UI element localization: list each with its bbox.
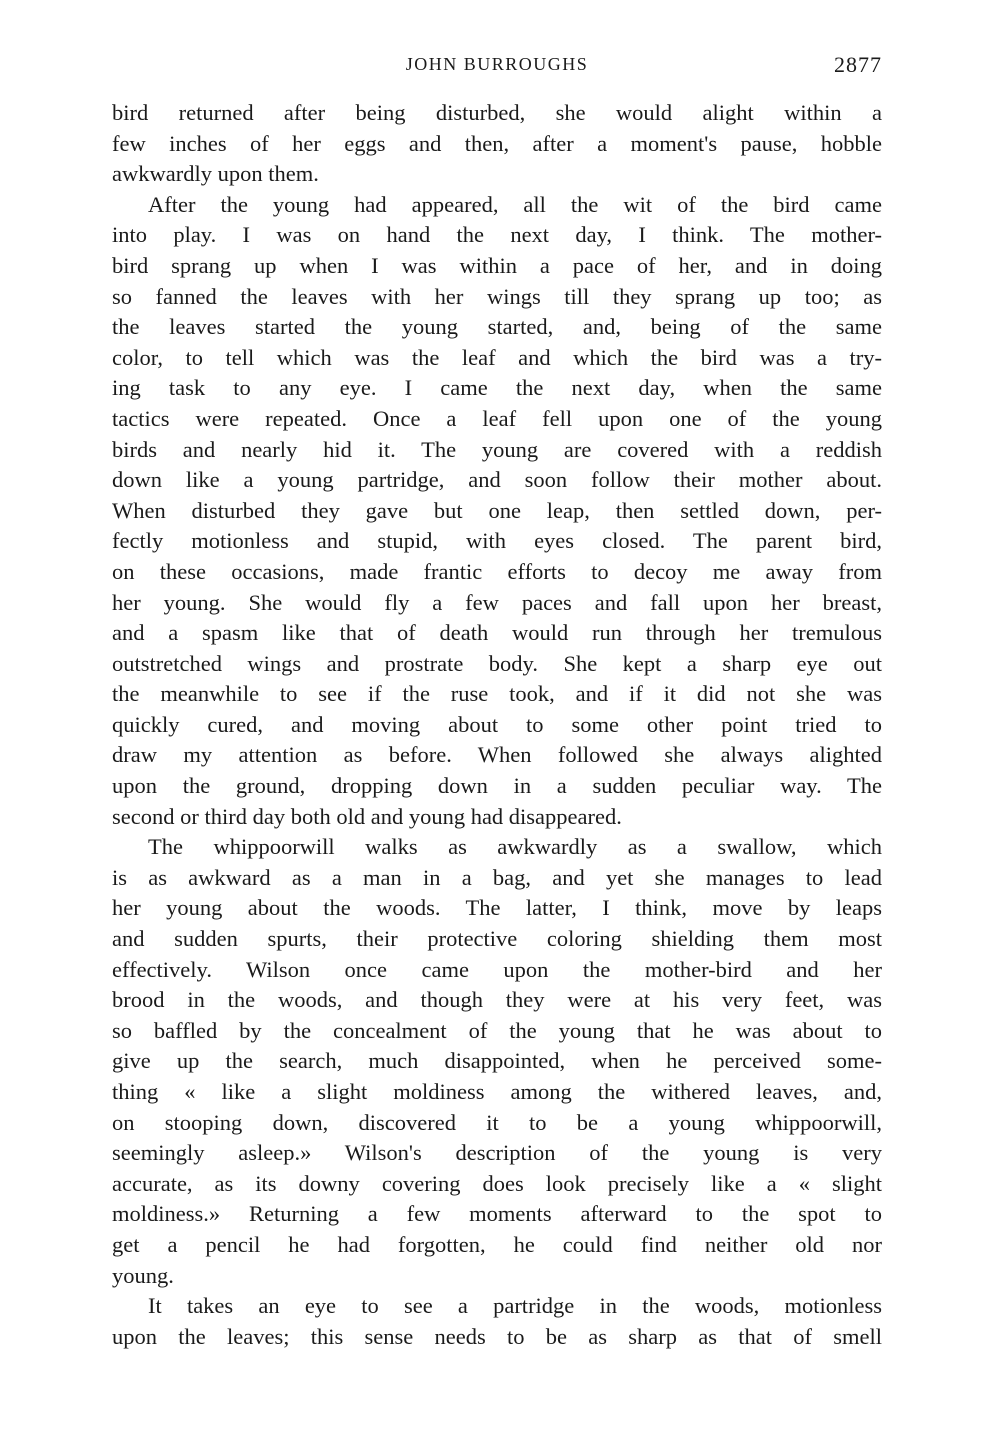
text-line: thing « like a slight moldiness among the withered leaves, and, xyxy=(112,1079,882,1104)
text-line: and sudden spurts, their protective coloring shielding them most xyxy=(112,926,882,952)
text-line: brood in the woods, and though they were at his very feet, was xyxy=(112,987,882,1013)
paragraph xyxy=(112,190,882,832)
text-line: the meanwhile to see if the ruse took, and if it did not she was xyxy=(112,681,882,707)
text-line: awkwardly upon them. xyxy=(112,161,319,187)
text-line: her young about the woods. The latter, I think, move by leaps xyxy=(112,895,882,921)
paragraph xyxy=(112,832,882,1291)
text-line: give up the search, much disappointed, when he perceived some- xyxy=(112,1048,882,1074)
running-head xyxy=(112,52,882,82)
text-line: her young. She would fly a few paces and fall upon her breast, xyxy=(112,589,882,615)
text-line: quickly cured, and moving about to some other point tried to xyxy=(112,711,882,737)
text-line: effectively. Wilson once came upon the mother-bird and her xyxy=(112,956,882,982)
text-line: down like a young partridge, and soon follow their mother about. xyxy=(112,467,882,493)
text-line: on these occasions, made frantic efforts to decoy me away from xyxy=(112,558,882,584)
text-line: draw my attention as before. When followed she always alighted xyxy=(112,742,882,768)
text-line: seemingly asleep.» Wilson's description of the young is very xyxy=(112,1140,882,1166)
text-line: moldiness.» Returning a few moments afterward to the spot to xyxy=(112,1201,882,1227)
text-line: color, to tell which was the leaf and which the bird was a try- xyxy=(112,344,882,370)
text-line: second or third day both old and young had disappeared. xyxy=(112,803,622,829)
text-line: The whippoorwill walks as awkwardly as a swallow, which xyxy=(148,834,882,860)
text-line: It takes an eye to see a partridge in the woods, motionless xyxy=(148,1293,882,1319)
page-number: 2877 xyxy=(834,52,882,77)
text-line: into play. I was on hand the next day, I think. The mother- xyxy=(112,222,882,248)
text-line: young. xyxy=(112,1262,174,1288)
text-line: accurate, as its downy covering does look precisely like a « slight xyxy=(112,1170,882,1196)
text-line: and a spasm like that of death would run through her tremulous xyxy=(112,620,882,646)
text-line: is as awkward as a man in a bag, and yet she manages to lead xyxy=(112,864,882,890)
text-line: the leaves started the young started, and, being of the same xyxy=(112,314,882,340)
text-line: After the young had appeared, all the wit of the bird came xyxy=(148,191,882,217)
text-line: so fanned the leaves with her wings till they sprang up too; as xyxy=(112,283,882,309)
text-line: fectly motionless and stupid, with eyes closed. The parent bird, xyxy=(112,528,882,554)
text-line: so baffled by the concealment of the young that he was about to xyxy=(112,1017,882,1043)
running-title: JOHN BURROUGHS xyxy=(405,54,589,74)
text-line: When disturbed they gave but one leap, then settled down, per- xyxy=(112,497,882,523)
text-line: few inches of her eggs and then, after a moment's pause, hobble xyxy=(112,130,882,156)
text-line: on stooping down, discovered it to be a young whippoorwill, xyxy=(112,1109,882,1135)
text-line: bird returned after being disturbed, she would alight within a xyxy=(112,100,882,125)
text-line: ing task to any eye. I came the next day, when the same xyxy=(112,375,882,401)
body-text xyxy=(112,98,882,1352)
text-line: get a pencil he had forgotten, he could find neither old nor xyxy=(112,1231,882,1257)
text-line: upon the leaves; this sense needs to be as sharp as that of smell xyxy=(112,1323,882,1349)
text-line: birds and nearly hid it. The young are covered with a reddish xyxy=(112,436,882,462)
paragraph xyxy=(112,1291,882,1352)
text-line: outstretched wings and prostrate body. She kept a sharp eye out xyxy=(112,650,882,676)
text-line: tactics were repeated. Once a leaf fell upon one of the young xyxy=(112,405,882,431)
text-line: upon the ground, dropping down in a sudden peculiar way. The xyxy=(112,773,882,799)
paragraph xyxy=(112,98,882,190)
text-line: bird sprang up when I was within a pace of her, and in doing xyxy=(112,252,882,278)
